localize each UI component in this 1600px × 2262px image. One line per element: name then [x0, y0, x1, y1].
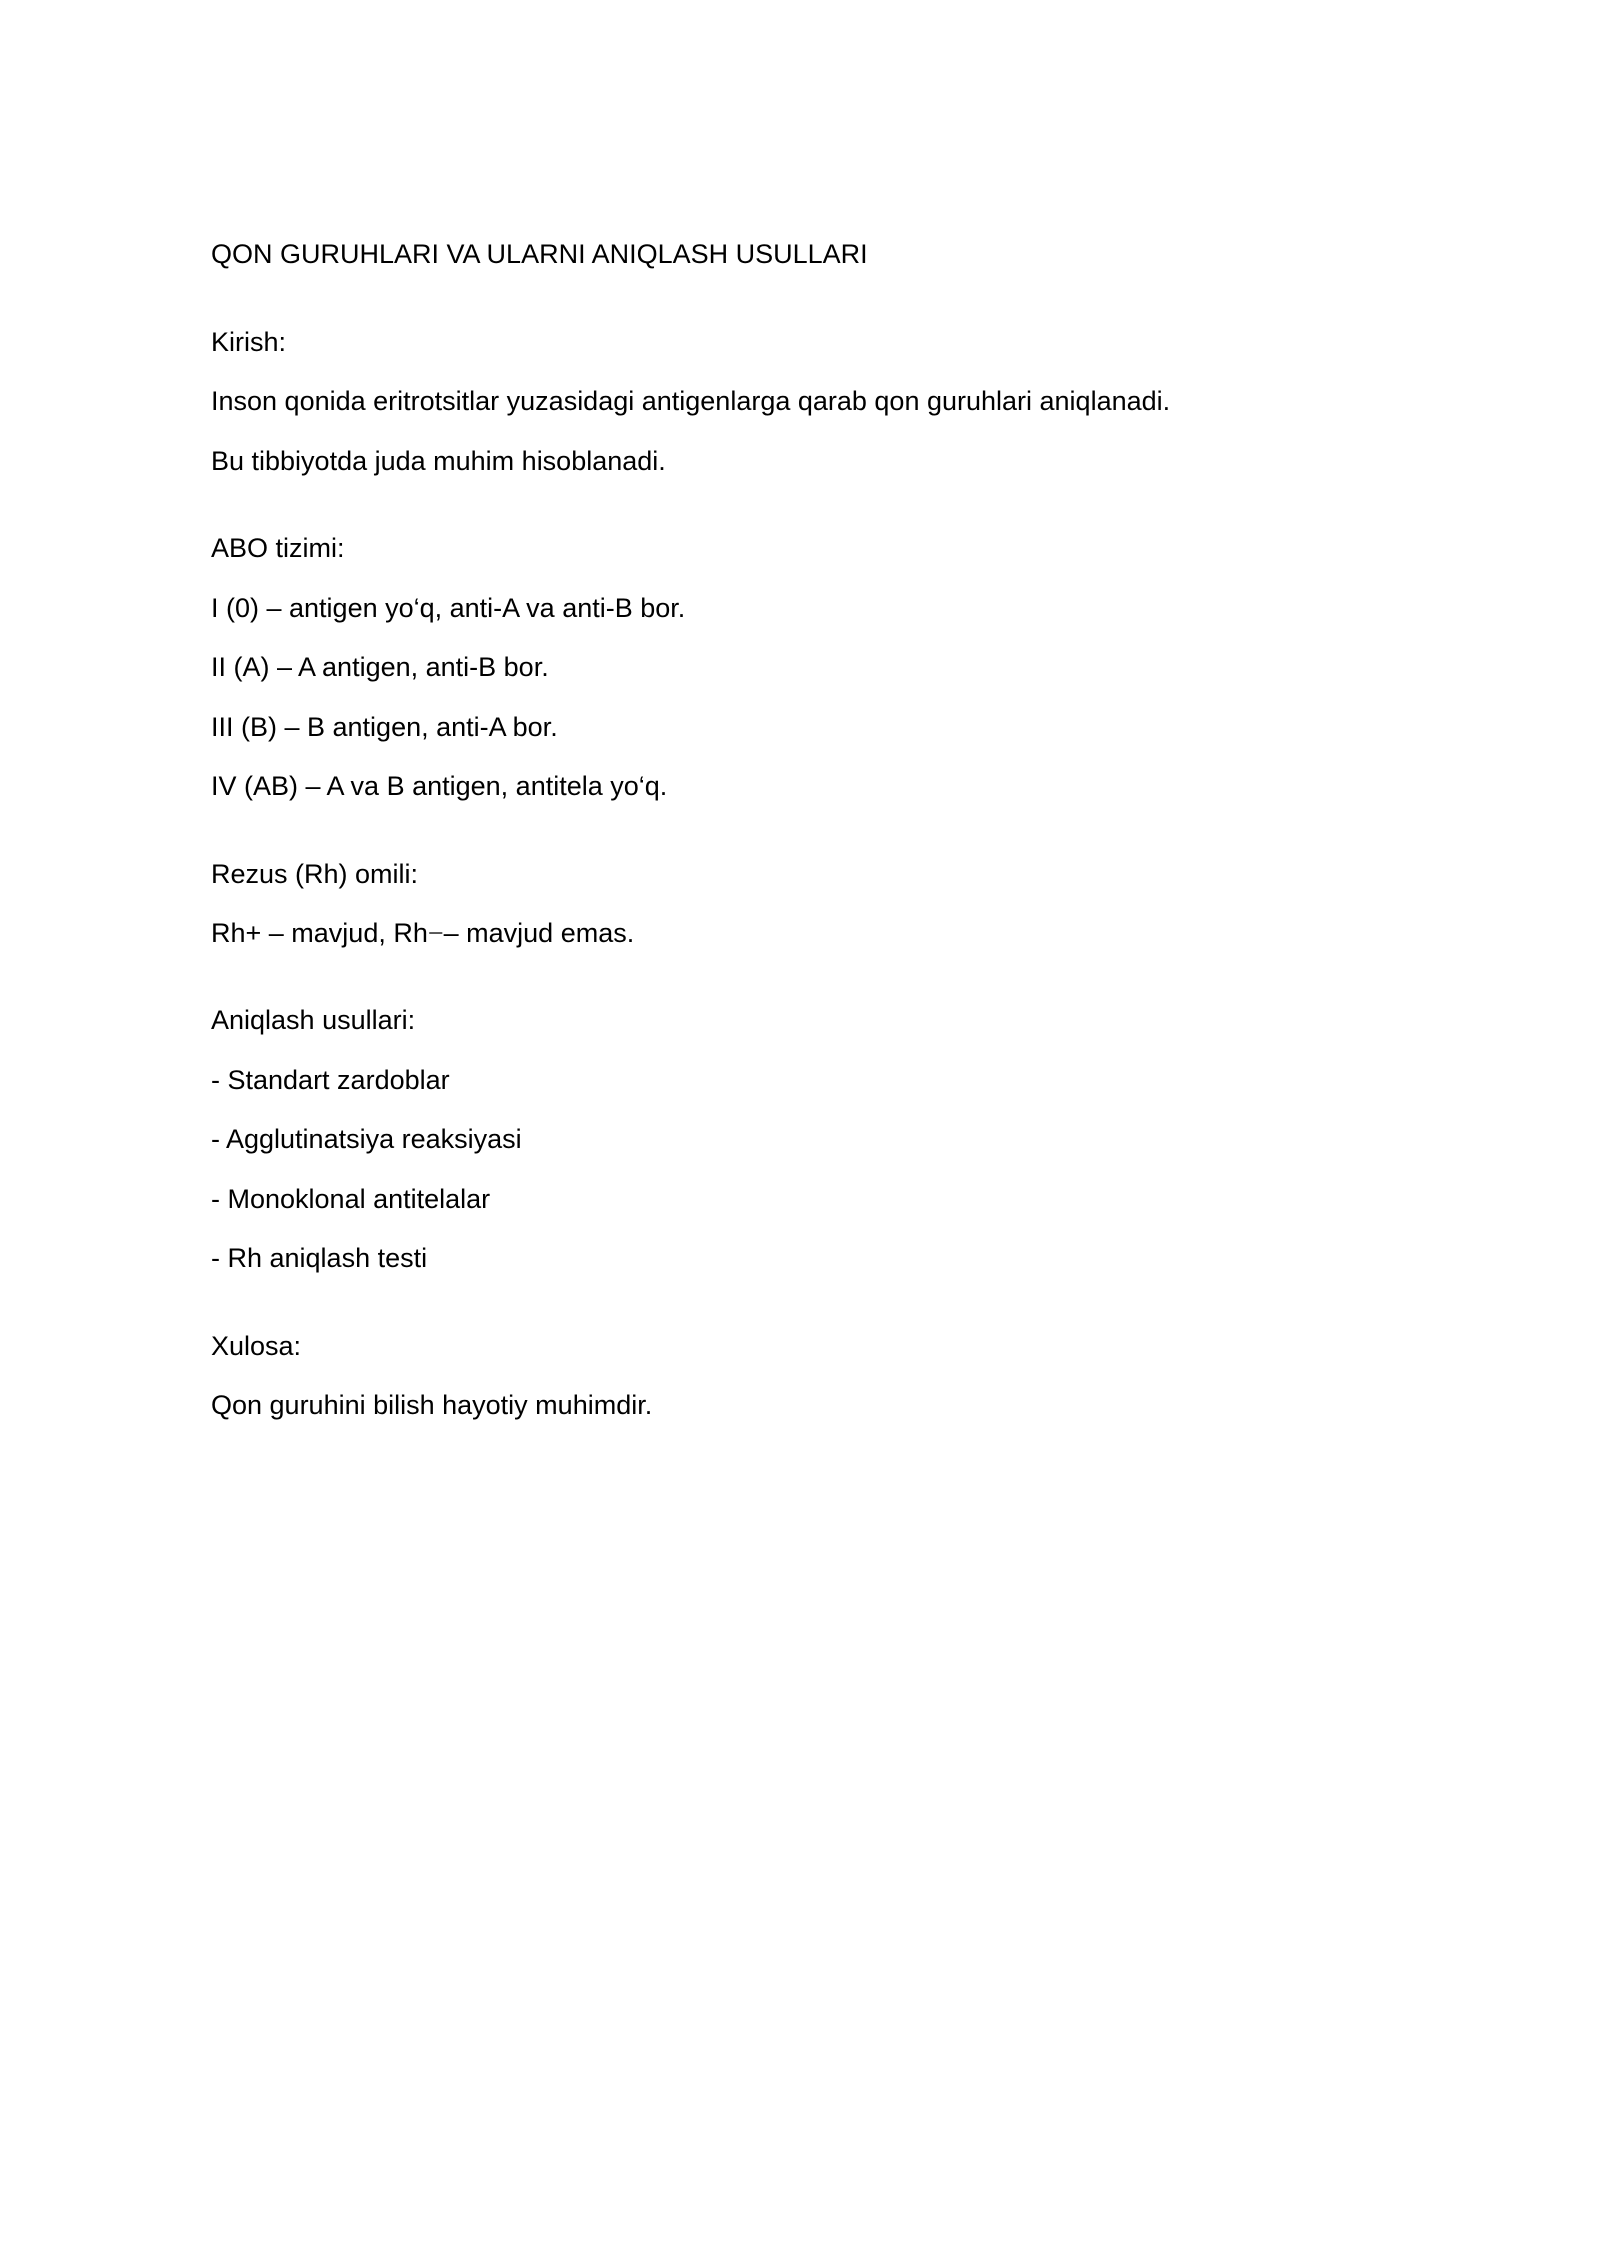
methods-item-1: - Standart zardoblar: [211, 1065, 450, 1095]
abo-item-1: I (0) – antigen yo‘q, anti-A va anti-B bor.: [211, 593, 686, 623]
abo-item-4: IV (AB) – A va B antigen, antitela yo‘q.: [211, 771, 668, 801]
rh-heading: Rezus (Rh) omili:: [211, 859, 419, 889]
rh-line-end: – mavjud emas.: [443, 918, 635, 948]
intro-heading: Kirish:: [211, 327, 287, 357]
methods-item-4: - Rh aniqlash testi: [211, 1243, 428, 1273]
conclusion-text: Qon guruhini bilish hayotiy muhimdir.: [211, 1390, 653, 1420]
intro-paragraph-2: Bu tibbiyotda juda muhim hisoblanadi.: [211, 446, 666, 476]
rh-line: [211, 917, 634, 949]
methods-heading: Aniqlash usullari:: [211, 1005, 416, 1035]
document-title: QON GURUHLARI VA ULARNI ANIQLASH USULLARI: [211, 239, 868, 269]
intro-paragraph-1: Inson qonida eritrotsitlar yuzasidagi antigenlarga qarab qon guruhlari aniqlanadi.: [211, 386, 1171, 416]
rh-line-start: Rh+ – mavjud, Rh: [211, 918, 428, 948]
methods-item-2: - Agglutinatsiya reaksiyasi: [211, 1124, 522, 1154]
conclusion-heading: Xulosa:: [211, 1331, 302, 1361]
abo-item-3: III (B) – B antigen, anti-A bor.: [211, 712, 558, 742]
rh-minus-sign: −: [427, 918, 444, 948]
abo-heading: ABO tizimi:: [211, 533, 345, 563]
abo-item-2: II (A) – A antigen, anti-B bor.: [211, 652, 549, 682]
methods-item-3: - Monoklonal antitelalar: [211, 1184, 491, 1214]
